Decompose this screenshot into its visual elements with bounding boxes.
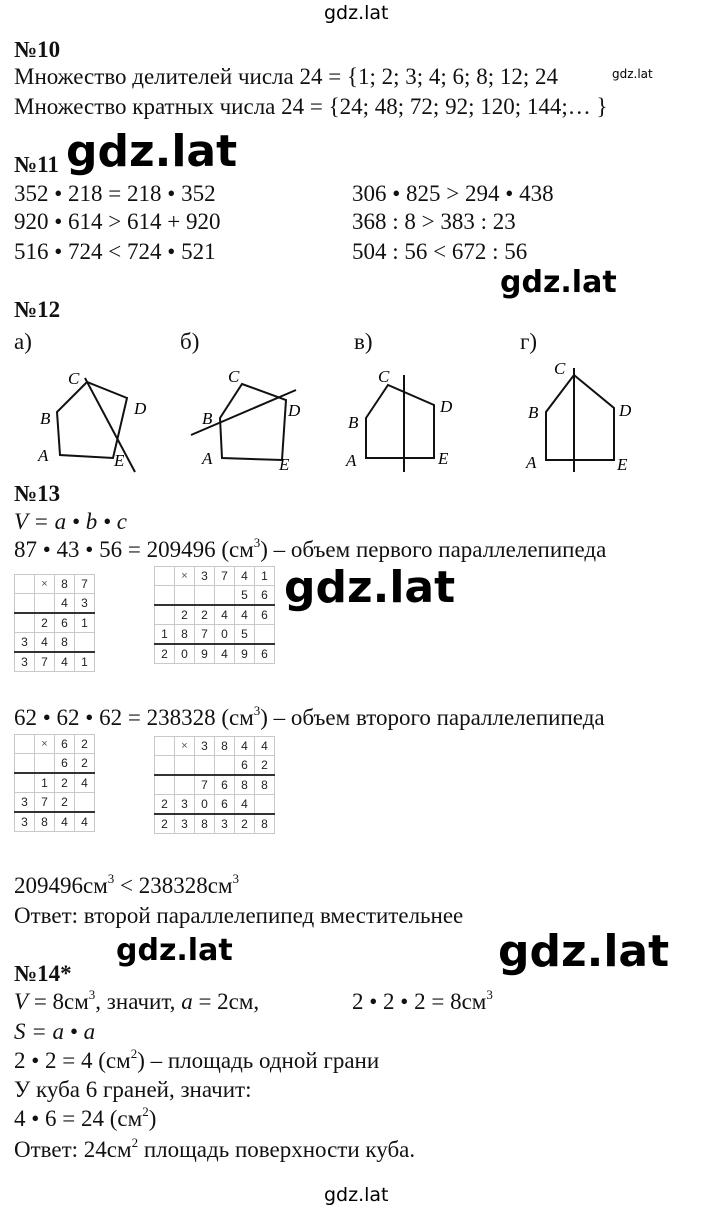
mul-cell: 5 bbox=[235, 586, 255, 606]
mul-cell bbox=[15, 754, 35, 774]
mul-cell: 8 bbox=[215, 737, 235, 756]
mul-cell: 2 bbox=[55, 793, 75, 813]
mul-cell bbox=[155, 737, 175, 756]
mul-cell: 4 bbox=[75, 773, 95, 793]
mul-cell: 7 bbox=[75, 575, 95, 594]
task-12-part-a: а) bbox=[14, 329, 32, 354]
task-13-answer: Ответ: второй параллелепипед вместительнее bbox=[14, 903, 464, 928]
mul-cell: 3 bbox=[75, 594, 95, 614]
var-a: a bbox=[181, 989, 193, 1014]
mul-cell: 6 bbox=[215, 795, 235, 815]
vertex-label: B bbox=[348, 413, 359, 432]
mul-cell: 6 bbox=[255, 586, 275, 606]
mul-cell: 6 bbox=[215, 775, 235, 795]
vertex-label: E bbox=[617, 455, 628, 474]
task-14-answer bbox=[14, 1135, 416, 1162]
text: 4 • 6 = 24 (см bbox=[14, 1106, 143, 1131]
mul-cell: 7 bbox=[195, 775, 215, 795]
task-10-title: №10 bbox=[14, 37, 61, 62]
calc-1-text: 87 • 43 • 56 = 209496 (см bbox=[14, 537, 254, 562]
var-v: V bbox=[14, 989, 29, 1014]
mul-row bbox=[15, 793, 95, 813]
watermark: gdz.lat bbox=[66, 126, 238, 177]
mul-cell bbox=[155, 775, 175, 795]
mul-cell: 0 bbox=[195, 795, 215, 815]
task-10-line-1 bbox=[14, 65, 558, 88]
mul-row bbox=[155, 605, 275, 625]
mul-row bbox=[15, 613, 95, 633]
mul-cell bbox=[155, 756, 175, 776]
mul-cell: 8 bbox=[35, 812, 55, 832]
vertex-label: A bbox=[346, 451, 357, 470]
mul-cell: 2 bbox=[155, 644, 175, 664]
mul-cell bbox=[215, 586, 235, 606]
mul-cell: 3 bbox=[195, 737, 215, 756]
mul-cell: 4 bbox=[235, 567, 255, 586]
mul-cell: 3 bbox=[15, 633, 35, 653]
mul-cell: 8 bbox=[255, 814, 275, 834]
vertex-label: C bbox=[68, 369, 80, 388]
mul-row bbox=[155, 795, 275, 815]
mul-cell: 0 bbox=[175, 644, 195, 664]
superscript: 3 bbox=[253, 535, 261, 550]
task-11-row-1-right: 306 • 825 > 294 • 438 bbox=[352, 181, 554, 206]
task-12-part-v: в) bbox=[354, 329, 373, 354]
mul-cell: 6 bbox=[55, 735, 75, 754]
task-11-title: №11 bbox=[14, 152, 59, 177]
vertex-label: D bbox=[440, 397, 453, 416]
watermark: gdz.lat bbox=[500, 265, 617, 300]
mul-cell bbox=[215, 756, 235, 776]
mul-cell: 8 bbox=[255, 775, 275, 795]
multiplication-table-1 bbox=[14, 574, 95, 672]
pentagon-figure-v bbox=[344, 360, 484, 475]
mul-cell bbox=[195, 586, 215, 606]
mul-cell: 1 bbox=[155, 625, 175, 645]
task-11-row-3-left: 516 • 724 < 724 • 521 bbox=[14, 239, 216, 264]
task-13-formula: V = a • b • c bbox=[14, 509, 127, 534]
mul-cell: 7 bbox=[35, 793, 55, 813]
mul-cell: 8 bbox=[55, 575, 75, 594]
mul-cell: 4 bbox=[235, 605, 255, 625]
mul-row bbox=[155, 737, 275, 756]
vertex-label: B bbox=[528, 403, 539, 422]
mul-cell: 0 bbox=[215, 625, 235, 645]
mul-cell: 7 bbox=[215, 567, 235, 586]
mul-row bbox=[155, 586, 275, 606]
mul-row bbox=[15, 575, 95, 594]
mul-cell bbox=[175, 586, 195, 606]
mul-cell: 6 bbox=[55, 754, 75, 774]
task-12-title: №12 bbox=[14, 297, 61, 322]
mul-row bbox=[15, 773, 95, 793]
mul-cell bbox=[255, 795, 275, 815]
mul-cell: 1 bbox=[75, 652, 95, 672]
mul-row bbox=[155, 775, 275, 795]
mul-cell: 5 bbox=[235, 625, 255, 645]
text: площадь поверхности куба. bbox=[138, 1137, 416, 1162]
multiplication-table-4 bbox=[154, 736, 275, 834]
text: , значит, bbox=[95, 989, 182, 1014]
task-14-line-3 bbox=[14, 1046, 380, 1073]
mul-cell: 8 bbox=[55, 633, 75, 653]
multiplication-table-3 bbox=[14, 734, 95, 832]
mul-row bbox=[15, 735, 95, 754]
text: = 2см, bbox=[192, 989, 260, 1014]
mul-cell bbox=[35, 754, 55, 774]
text: = 8см bbox=[28, 989, 89, 1014]
superscript: 3 bbox=[486, 987, 493, 1002]
vertex-label: C bbox=[228, 367, 240, 386]
watermark: gdz.lat bbox=[612, 67, 653, 81]
task-10-line-2: Множество кратных числа 24 = {24; 48; 72; 92; 120; 144;… } bbox=[14, 94, 608, 119]
mul-cell: 2 bbox=[155, 814, 175, 834]
mul-cell: 1 bbox=[75, 613, 95, 633]
mul-cell: 2 bbox=[35, 613, 55, 633]
mul-cell: 4 bbox=[55, 812, 75, 832]
watermark: gdz.lat bbox=[324, 2, 389, 24]
mul-cell: 4 bbox=[235, 795, 255, 815]
superscript: 3 bbox=[253, 703, 261, 718]
task-11-row-3-right: 504 : 56 < 672 : 56 bbox=[352, 239, 528, 264]
mul-cell bbox=[75, 793, 95, 813]
task-13-title: №13 bbox=[14, 481, 61, 506]
mul-cell: 3 bbox=[15, 812, 35, 832]
mul-cell: 8 bbox=[195, 814, 215, 834]
mul-cell: 4 bbox=[35, 633, 55, 653]
task-14-line-1-right bbox=[352, 987, 493, 1014]
task-12-part-g: г) bbox=[520, 329, 538, 354]
task-14-title: №14* bbox=[14, 961, 72, 986]
mul-cell: 3 bbox=[195, 567, 215, 586]
mul-cell: × bbox=[35, 735, 55, 754]
mul-cell bbox=[15, 613, 35, 633]
compare-left: 209496см bbox=[14, 873, 108, 898]
mul-cell: × bbox=[175, 567, 195, 586]
mul-cell: 4 bbox=[215, 605, 235, 625]
mul-row bbox=[15, 652, 95, 672]
calc-2-text: 62 • 62 • 62 = 238328 (см bbox=[14, 705, 254, 730]
mul-cell: 7 bbox=[195, 625, 215, 645]
mul-cell: × bbox=[175, 737, 195, 756]
mul-cell bbox=[155, 586, 175, 606]
vertex-label: D bbox=[288, 401, 301, 420]
mul-cell: 4 bbox=[215, 644, 235, 664]
mul-cell bbox=[35, 594, 55, 614]
vertex-label: A bbox=[526, 453, 537, 472]
compare-right: < 238328см bbox=[114, 873, 233, 898]
watermark: gdz.lat bbox=[498, 926, 670, 977]
watermark: gdz.lat bbox=[284, 562, 456, 613]
mul-cell: 2 bbox=[195, 605, 215, 625]
pentagon-figure-g bbox=[524, 360, 664, 475]
superscript: 2 bbox=[131, 1135, 139, 1150]
mul-cell: 2 bbox=[175, 605, 195, 625]
mul-cell bbox=[255, 625, 275, 645]
superscript: 3 bbox=[88, 987, 96, 1002]
mul-cell: 2 bbox=[75, 754, 95, 774]
mul-row bbox=[155, 814, 275, 834]
task-10-line-1-text: Множество делителей числа 24 = {1; 2; 3; 4; 6; 8; 12; 24 bbox=[14, 64, 558, 89]
superscript: 3 bbox=[232, 871, 239, 886]
mul-cell: 6 bbox=[235, 756, 255, 776]
text: ) bbox=[148, 1106, 157, 1131]
mul-cell: 3 bbox=[175, 814, 195, 834]
mul-cell: 2 bbox=[155, 795, 175, 815]
calc-2-tail: ) – объем второго параллелепипеда bbox=[260, 705, 605, 730]
task-14-line-4: У куба 6 граней, значит: bbox=[14, 1077, 252, 1102]
mul-cell: 3 bbox=[175, 795, 195, 815]
vertex-label: D bbox=[619, 401, 632, 420]
watermark: gdz.lat bbox=[116, 933, 233, 968]
mul-row bbox=[15, 633, 95, 653]
mul-cell: 7 bbox=[35, 652, 55, 672]
mul-cell bbox=[175, 775, 195, 795]
task-11-row-1-left: 352 • 218 = 218 • 352 bbox=[14, 181, 216, 206]
vertex-label: A bbox=[202, 449, 213, 468]
mul-row bbox=[15, 754, 95, 774]
mul-row bbox=[155, 625, 275, 645]
mul-cell: 9 bbox=[235, 644, 255, 664]
mul-cell: 6 bbox=[255, 605, 275, 625]
mul-cell bbox=[175, 756, 195, 776]
mul-cell: 8 bbox=[235, 775, 255, 795]
mul-cell bbox=[155, 605, 175, 625]
mul-cell: 1 bbox=[255, 567, 275, 586]
task-12-part-b: б) bbox=[180, 329, 200, 354]
superscript: 3 bbox=[107, 871, 115, 886]
task-14-line-1 bbox=[14, 987, 260, 1014]
mul-cell: 6 bbox=[255, 644, 275, 664]
vertex-label: B bbox=[40, 409, 51, 428]
mul-row bbox=[15, 594, 95, 614]
mul-cell bbox=[15, 773, 35, 793]
task-11-row-2-left: 920 • 614 > 614 + 920 bbox=[14, 209, 221, 234]
text: Ответ: 24см bbox=[14, 1137, 132, 1162]
mul-cell: 2 bbox=[235, 814, 255, 834]
vertex-label: C bbox=[378, 367, 390, 386]
text: ) – площадь одной грани bbox=[137, 1048, 380, 1073]
text: 2 • 2 = 4 (см bbox=[14, 1048, 131, 1073]
mul-cell: 1 bbox=[35, 773, 55, 793]
mul-cell: 3 bbox=[215, 814, 235, 834]
mul-row bbox=[155, 756, 275, 776]
mul-cell: 3 bbox=[15, 652, 35, 672]
text: 2 • 2 • 2 = 8см bbox=[352, 989, 487, 1014]
superscript: 2 bbox=[130, 1046, 138, 1061]
mul-cell: 2 bbox=[55, 773, 75, 793]
pentagon-figure-b bbox=[186, 360, 326, 475]
task-14-line-5 bbox=[14, 1104, 157, 1131]
watermark: gdz.lat bbox=[324, 1184, 389, 1206]
mul-cell: 3 bbox=[15, 793, 35, 813]
task-13-compare bbox=[14, 871, 239, 898]
mul-cell: 2 bbox=[255, 756, 275, 776]
calc-1-tail: ) – объем первого параллелепипеда bbox=[260, 537, 607, 562]
task-11-row-2-right: 368 : 8 > 383 : 23 bbox=[352, 209, 516, 234]
vertex-label: D bbox=[134, 399, 147, 418]
mul-cell: 4 bbox=[55, 594, 75, 614]
mul-cell: 4 bbox=[255, 737, 275, 756]
mul-cell: 2 bbox=[75, 735, 95, 754]
superscript: 2 bbox=[142, 1104, 149, 1119]
task-13-calc-1 bbox=[14, 535, 607, 562]
task-13-calc-2 bbox=[14, 703, 605, 730]
mul-cell: 9 bbox=[195, 644, 215, 664]
mul-cell bbox=[15, 575, 35, 594]
vertex-label: A bbox=[38, 446, 49, 465]
mul-cell bbox=[15, 594, 35, 614]
mul-cell: 8 bbox=[175, 625, 195, 645]
vertex-label: E bbox=[114, 451, 125, 470]
mul-row bbox=[155, 567, 275, 586]
mul-row bbox=[15, 812, 95, 832]
mul-row bbox=[155, 644, 275, 664]
multiplication-table-2 bbox=[154, 566, 275, 664]
mul-cell: 4 bbox=[75, 812, 95, 832]
task-14-line-2: S = a • a bbox=[14, 1019, 96, 1044]
mul-cell bbox=[195, 756, 215, 776]
pentagon-figure-a bbox=[30, 360, 170, 475]
vertex-label: E bbox=[279, 455, 290, 474]
mul-cell bbox=[15, 735, 35, 754]
vertex-label: B bbox=[202, 409, 213, 428]
mul-cell: 4 bbox=[55, 652, 75, 672]
vertex-label: C bbox=[554, 360, 566, 378]
vertex-label: E bbox=[438, 449, 449, 468]
mul-cell: 6 bbox=[55, 613, 75, 633]
mul-cell: 4 bbox=[235, 737, 255, 756]
mul-cell bbox=[75, 633, 95, 653]
mul-cell: × bbox=[35, 575, 55, 594]
mul-cell bbox=[155, 567, 175, 586]
